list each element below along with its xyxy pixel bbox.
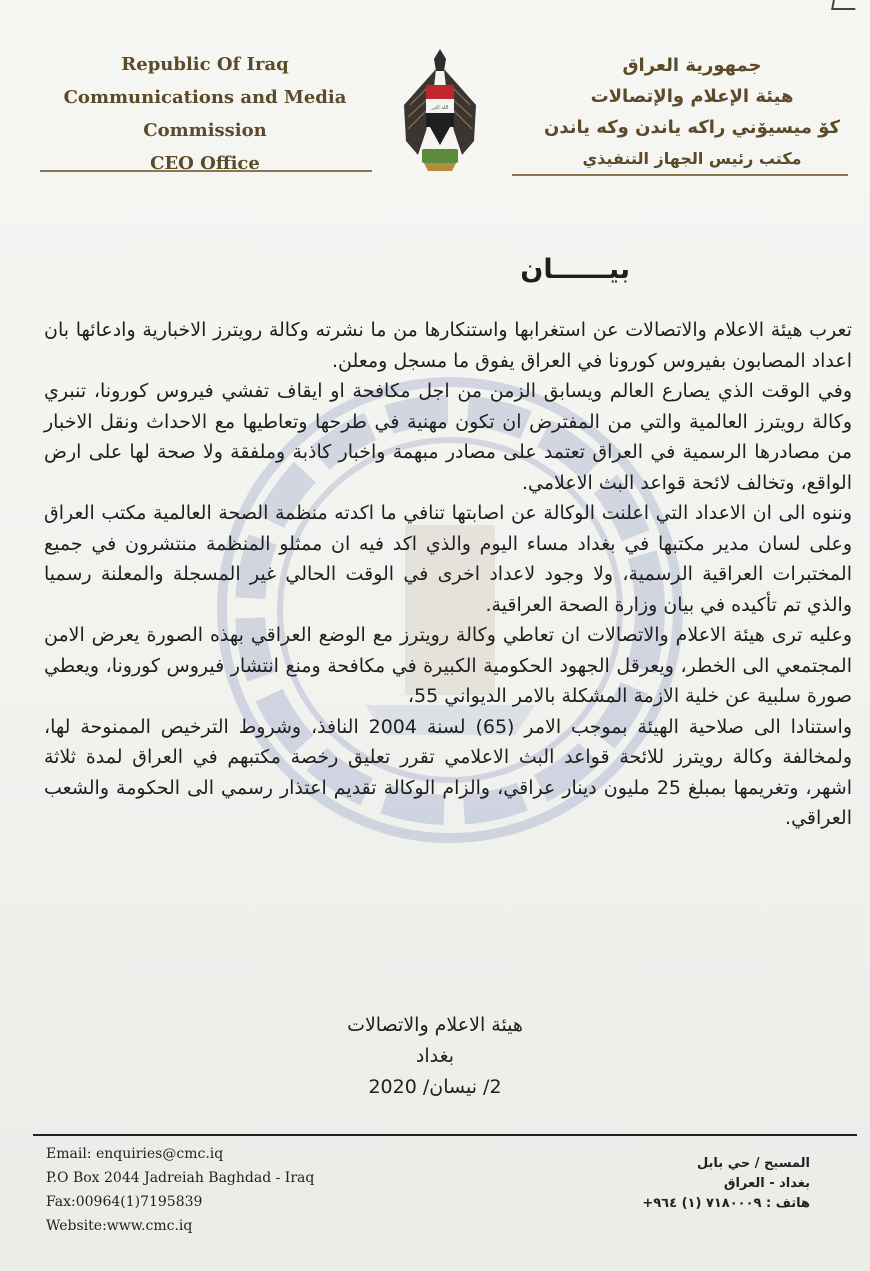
header-ar-org-kurdish: كۆ ميسيۆني راكه ياندن وكه ياندن xyxy=(543,117,841,138)
header-arabic xyxy=(542,50,842,174)
header-ar-office: مكتب رئيس الجهاز التنفيذي xyxy=(582,149,802,168)
footer-fax: Fax:00964(1)7195839 xyxy=(46,1194,203,1210)
signature-block xyxy=(300,1010,570,1103)
header-ar-country: جمهورية العراق xyxy=(622,55,762,76)
footer-rule xyxy=(33,1134,857,1136)
header-en-rule xyxy=(40,170,372,172)
iraq-eagle-emblem-icon xyxy=(400,45,480,175)
footer-po-box: P.O Box 2044 Jadreiah Baghdad - Iraq xyxy=(46,1170,315,1186)
signature-org: هيئة الاعلام والاتصالات xyxy=(347,1014,523,1036)
footer-contact-english xyxy=(46,1142,426,1238)
header-en-office: CEO Office xyxy=(150,153,260,174)
footer-ar-phone: هاتف : ٧١٨٠٠٠٩ (١) ٩٦٤+ xyxy=(642,1196,810,1211)
header-en-org: Communications and Media xyxy=(63,87,347,108)
statement-paragraph: وعليه ترى هيئة الاعلام والاتصالات ان تعاطي وكالة رويترز مع الوضع العراقي بهذه الصورة يعرض الامن المجتمعي الى الخطر، ويعرقل الجهود الحكومية الكبيرة في مكافحة ومنع انتشار فيروس كورونا، ويعطي صورة سلبية عن خلية الازمة المشكلة بالامر الديواني 55، xyxy=(44,624,852,707)
footer-ar-address: المسبح / حي بابل xyxy=(696,1156,810,1171)
statement-title: بيــــــان xyxy=(520,254,630,285)
signature-date: 2/ نيسان/ 2020 xyxy=(368,1076,502,1098)
footer-website: Website:www.cmc.iq xyxy=(46,1218,193,1234)
statement-body xyxy=(44,254,860,834)
header-ar-rule xyxy=(512,174,848,176)
footer-ar-city: بغداد - العراق xyxy=(723,1176,810,1191)
header-en-org-cont: Commission xyxy=(143,120,267,141)
footer-contact-arabic xyxy=(570,1154,810,1214)
statement-paragraph: واستنادا الى صلاحية الهيئة بموجب الامر (65) لسنة 2004 النافذ، وشروط الترخيص الممنوحة لها، ولمخالفة وكالة رويترز للائحة قواعد البث الاعلامي تقرر تعليق رخصة مكتبهم في العراق لمدة ثلاثة اشهر، وتغريمها بمبلغ 25 مليون دينار عراقي، والزام الوكالة تقديم اعتذار رسمي الى الحكومة والشعب العراقي. xyxy=(44,715,853,829)
svg-text:الله اكبر: الله اكبر xyxy=(431,105,449,111)
header-english xyxy=(40,48,370,180)
statement-paragraph: تعرب هيئة الاعلام والاتصالات عن استغرابها واستنكارها من ما نشرته وكالة رويترز الاخبارية وادعائها بان اعداد المصابون بفيروس كورونا في العراق يفوق ما مسجل ومعلن. xyxy=(44,319,852,372)
statement-paragraph: وفي الوقت الذي يصارع العالم ويسابق الزمن من اجل مكافحة او ايقاف تفشي فيروس كورونا، تنبري وكالة رويترز العالمية والتي من المفترض ان تكون مهنية في طرحها وتعاطيها مع الاحداث ونقل الاخبار من مصادرها الرسمية في العراق تعتمد على مصادر مبهمة واخبار كاذبة وملفقة ولا صحة لها على ارض الواقع، وتخالف لائحة قواعد البث الاعلامي. xyxy=(44,380,852,494)
footer-email: Email: enquiries@cmc.iq xyxy=(46,1146,224,1162)
corner-mark xyxy=(831,0,857,10)
header-en-country: Republic Of Iraq xyxy=(121,54,289,75)
signature-city: بغداد xyxy=(415,1045,455,1067)
statement-paragraph: وننوه الى ان الاعداد التي اعلنت الوكالة عن اصابتها تنافي ما اكدته منظمة الصحة العالمية مكتب العراق وعلى لسان مدير مكتبها في بغداد مساء اليوم والذي اكد فيه ان ممثلو المنظمة منتشرون في جميع المختبرات العراقية الرسمية، ولا وجود لاعداد اخرى في الوقت الحالي غير المسجلة والمعلنة رسميا والذي تم تأكيده في بيان وزارة الصحة العراقية. xyxy=(44,502,852,616)
header-ar-org: هيئة الإعلام والإتصالات xyxy=(590,86,794,107)
